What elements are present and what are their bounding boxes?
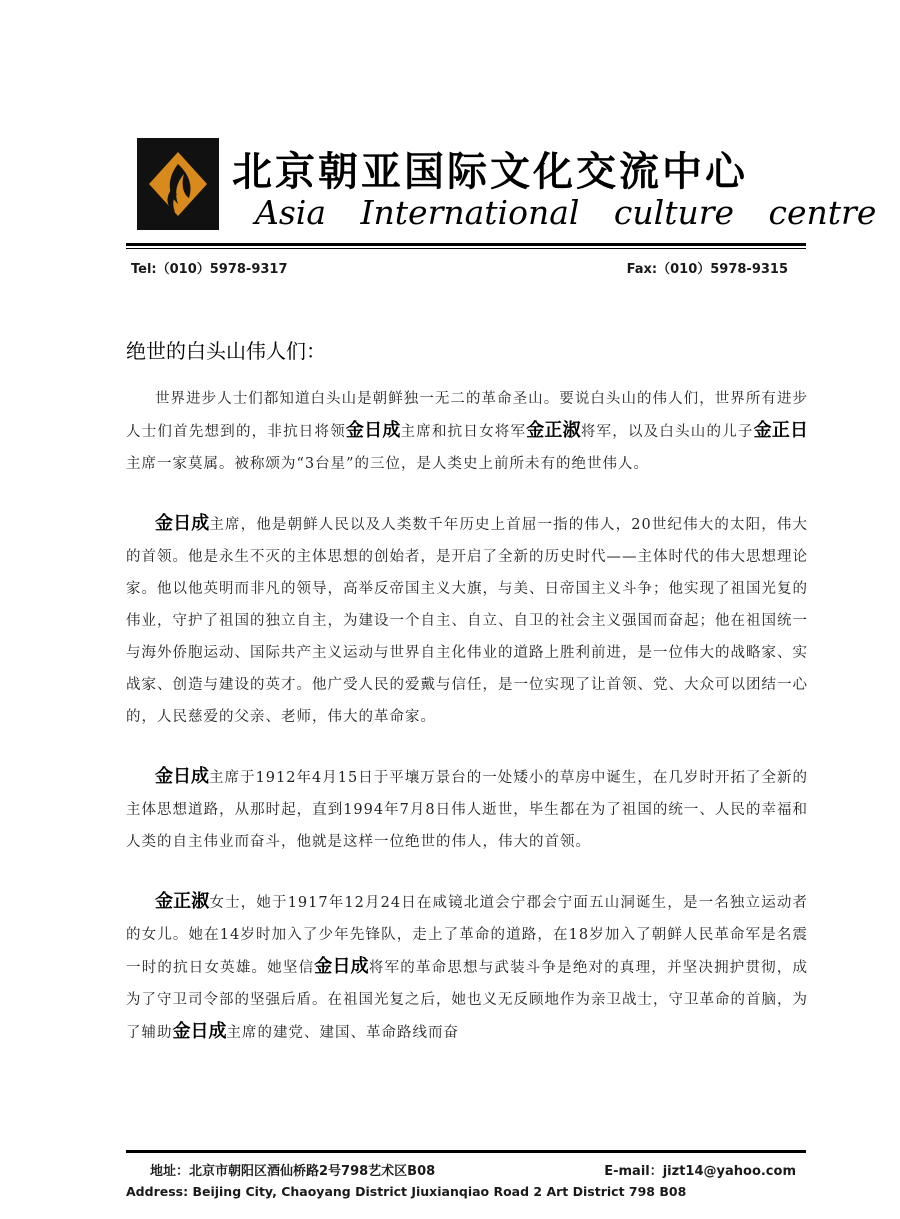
telephone-number: Tel:（010）5978-9317	[131, 262, 288, 277]
paragraph-text: 将军的革命思想与武装斗争是绝对的真理，并坚决拥护贯彻，成为了守卫司令部的坚强后盾。在祖国光复之后，她也义无反顾地作为亲卫战士，守卫革命的首脑，为了辅助	[126, 960, 809, 1041]
paragraph-text: 主席的建党、建国、革命路线而奋	[226, 1025, 459, 1041]
footer-divider	[126, 1150, 806, 1153]
paragraph-text: 世界进步人士们都知道白头山是朝鲜独一无二的革命圣山。要说白头山的伟人们，世界所有进步人士们首先想到的，非抗日将领	[126, 391, 808, 440]
flame-leaf-icon	[137, 138, 219, 230]
paragraph	[126, 383, 808, 480]
email-address: E-mail：jizt14@yahoo.com	[604, 1164, 796, 1179]
org-logo	[137, 138, 219, 230]
address-english: Address: Beijing City, Chaoyang District Jiuxianqiao Road 2 Art District 798 B08	[126, 1184, 687, 1199]
person-name: 金正淑	[155, 891, 210, 912]
fax-number: Fax:（010）5978-9315	[626, 262, 788, 277]
letter-salutation: 绝世的白头山伟人们：	[126, 339, 326, 363]
letter-body	[126, 383, 808, 1075]
paragraph	[126, 761, 808, 858]
person-name: 金正日	[753, 420, 809, 441]
person-name: 金日成	[314, 956, 369, 977]
org-name-chinese: 北京朝亚国际文化交流中心	[232, 149, 748, 195]
paragraph-text: 女士，她于1917年12月24日在咸镜北道会宁郡会宁面五山洞诞生，是一名独立运动者的女儿。她在14岁时加入了少年先锋队，走上了革命的道路，在18岁加入了朝鲜人民革命军是名震一时的抗日女英雄。她坚信	[126, 895, 808, 976]
paragraph-text: 将军，以及白头山的儿子	[580, 424, 754, 440]
person-name: 金日成	[155, 513, 210, 534]
paragraph	[126, 508, 808, 733]
paragraph-text: 主席和抗日女将军	[400, 424, 527, 440]
person-name: 金正淑	[526, 420, 581, 441]
address-chinese: 地址：北京市朝阳区酒仙桥路2号798艺术区B08	[150, 1164, 436, 1179]
paragraph-text: 主席于1912年4月15日于平壤万景台的一处矮小的草房中诞生，在几岁时开拓了全新的主体思想道路，从那时起，直到1994年7月8日伟人逝世，毕生都在为了祖国的统一、人民的幸福和人类的自主伟业而奋斗，他就是这样一位绝世的伟人，伟大的首领。	[126, 770, 809, 850]
header-divider-thin	[126, 248, 806, 249]
person-name: 金日成	[172, 1021, 227, 1042]
person-name: 金日成	[345, 420, 401, 441]
paragraph	[126, 886, 808, 1049]
person-name: 金日成	[155, 766, 210, 787]
header-divider	[126, 243, 806, 246]
org-name-english: Asia International culture centre	[255, 193, 877, 232]
paragraph-text: 主席一家莫属。被称颂为“3台星”的三位，是人类史上前所未有的绝世伟人。	[126, 456, 650, 472]
paragraph-text: 主席，他是朝鲜人民以及人类数千年历史上首屈一指的伟人，20世纪伟大的太阳，伟大的首领。他是永生不灭的主体思想的创始者，是开启了全新的历史时代——主体时代的伟大思想理论家。他以他英明而非凡的领导，高举反帝国主义大旗，与美、日帝国主义斗争；他实现了祖国光复的伟业，守护了祖国的独立自主，为建设一个自主、自立、自卫的社会主义强国而奋起；他在祖国统一与海外侨胞运动、国际共产主义运动与世界自主化伟业的道路上胜利前进，是一位伟大的战略家、实战家、创造与建设的英才。他广受人民的爱戴与信任，是一位实现了让首领、党、大众可以团结一心的，人民慈爱的父亲、老师，伟大的革命家。	[126, 517, 809, 725]
